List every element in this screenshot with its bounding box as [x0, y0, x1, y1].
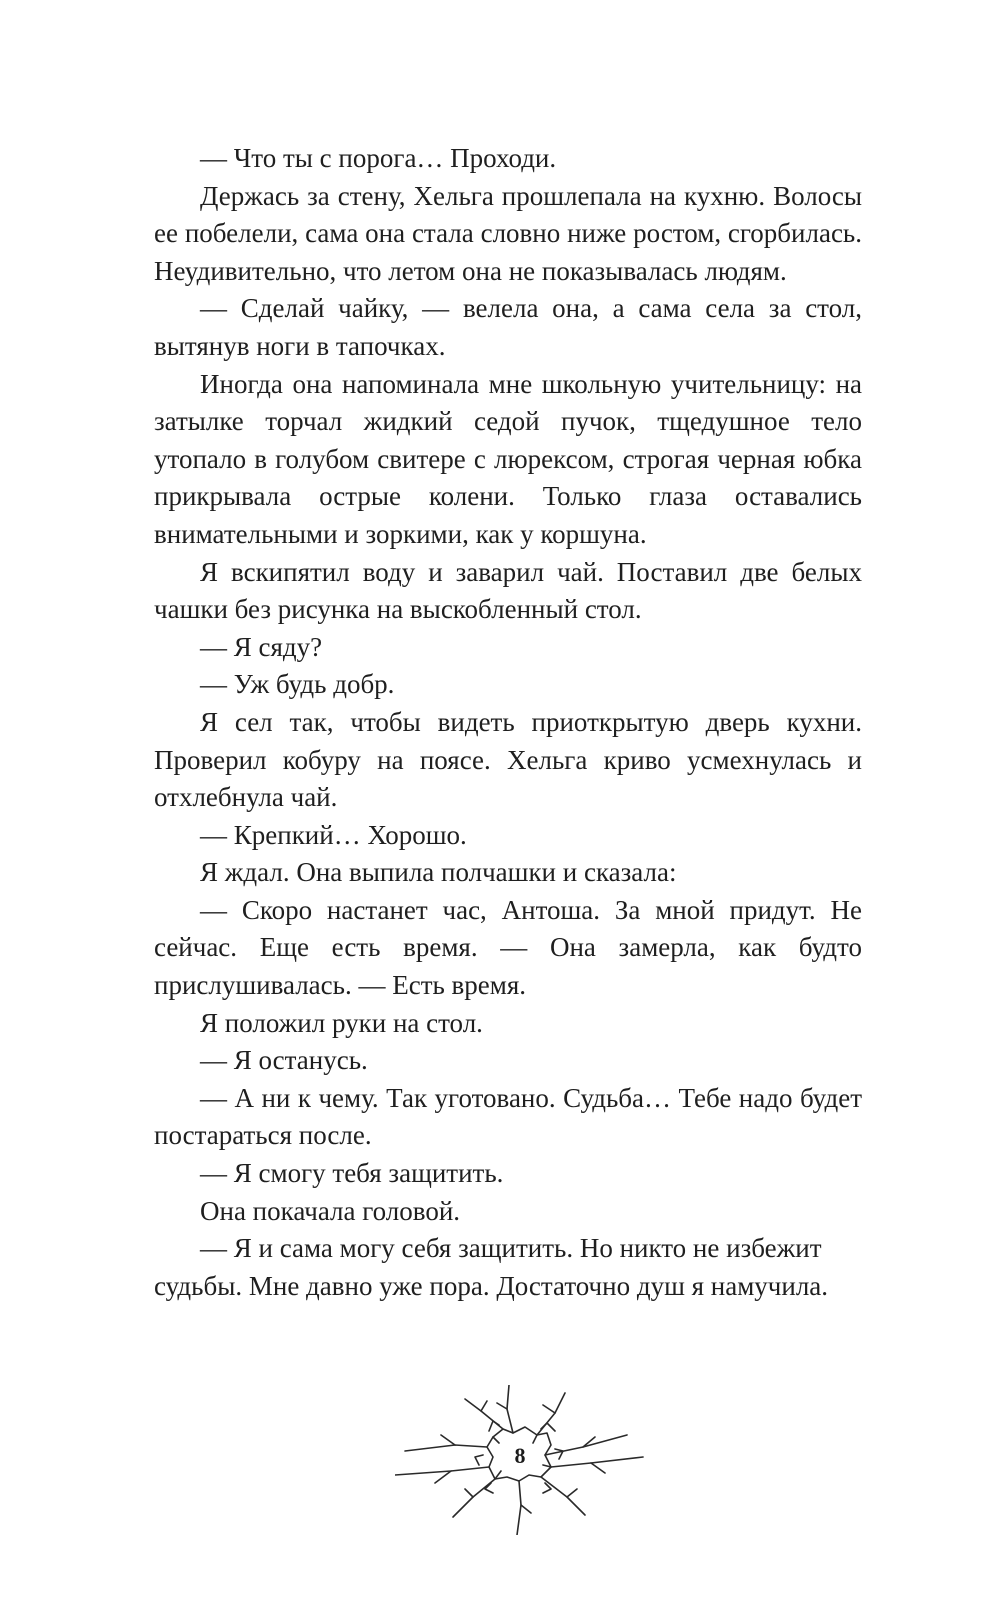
- page-number: 8: [514, 1443, 526, 1468]
- paragraph-11: — Скоро настанет час, Антоша. За мной придут. Не сейчас. Еще есть время. — Она замерла, как будто прислушивалась. — Есть время.: [154, 894, 862, 1001]
- paragraph-15: — Я смогу тебя защитить.: [200, 1158, 504, 1189]
- paragraph-6: — Я сяду?: [200, 631, 323, 662]
- paragraph-9: — Крепкий… Хорошо.: [200, 819, 467, 850]
- paragraph-4: Иногда она напоминала мне школьную учительницу: на затылке торчал жидкий седой пучок, тщедушное тело утопало в голубом свитере с люрексом, строгая черная юбка прикрывала острые колени. Только глаза оставались внимательными и зоркими, как у коршуна.: [154, 368, 862, 549]
- paragraph-1: — Что ты с порога… Проходи.: [200, 143, 557, 173]
- paragraph-5: Я вскипятил воду и заварил чай. Поставил две белых чашки без рисунка на выскобленный стол.: [154, 556, 862, 625]
- paragraph-2: Держась за стену, Хельга прошлепала на кухню. Волосы ее побелели, сама она стала словно ниже ростом, сгорбилась. Неудивительно, что летом она не показывалась людям.: [154, 180, 862, 286]
- paragraph-3: — Сделай чайку, — велела она, а сама села за стол, вытянув ноги в тапочках.: [154, 293, 862, 361]
- paragraph-16: Она покачала головой.: [200, 1195, 461, 1226]
- paragraph-10: Я ждал. Она выпила полчашки и сказала:: [200, 857, 677, 888]
- paragraph-14: — А ни к чему. Так уготовано. Судьба… Тебе надо будет постараться после.: [154, 1082, 862, 1151]
- paragraph-13: — Я останусь.: [200, 1045, 368, 1076]
- page-number-ornament: [395, 1385, 645, 1535]
- body-text: [154, 140, 862, 1305]
- paragraph-7: — Уж будь добр.: [200, 669, 395, 700]
- paragraph-17: — Я и сама могу себя защитить. Но никто не избежит судьбы. Мне давно уже пора. Достаточно душ я намучила.: [154, 1233, 829, 1301]
- paragraph-12: Я положил руки на стол.: [200, 1007, 483, 1038]
- paragraph-8: Я сел так, чтобы видеть приоткрытую дверь кухни. Проверил кобуру на поясе. Хельга криво усмехнулась и отхлебнула чай.: [154, 706, 862, 813]
